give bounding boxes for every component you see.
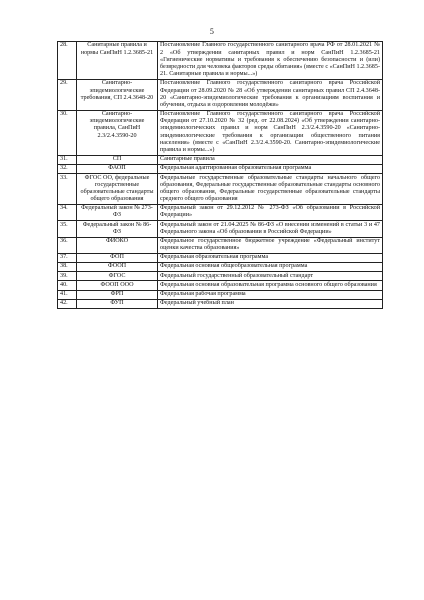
row-number: 39. <box>58 272 77 281</box>
table-row <box>58 164 383 173</box>
row-description: Федеральная основная образовательная программа основного общего образования <box>158 281 383 290</box>
table-row <box>58 237 383 253</box>
row-number: 37. <box>58 253 77 262</box>
table-row <box>58 110 383 155</box>
row-description: Федеральное государственное бюджетное учреждение «Федеральный институт оценки качества образования» <box>158 237 383 253</box>
table-row <box>58 42 383 80</box>
row-number: 31. <box>58 155 77 164</box>
table-row <box>58 281 383 290</box>
row-term: ФАОП <box>77 164 158 173</box>
table-row <box>58 155 383 164</box>
row-number: 41. <box>58 290 77 299</box>
row-term: ФООП ООО <box>77 281 158 290</box>
row-description: Федеральная основная общеобразовательная программа <box>158 263 383 272</box>
row-description: Федеральная адаптированная образовательная программа <box>158 164 383 173</box>
row-term: ФООП <box>77 263 158 272</box>
table-row <box>58 290 383 299</box>
row-number: 35. <box>58 221 77 237</box>
row-term: Санитарно-эпидемиологические правила, СанПиН 2.3/2.4.3590-20 <box>77 110 158 155</box>
table-row <box>58 263 383 272</box>
row-description: Федеральный закон от 21.04.2025 № 86-ФЗ «О внесении изменений в статьи 3 и 47 Федерального закона «Об образовании в Российской Федерации» <box>158 221 383 237</box>
row-description: Федеральный учебный план <box>158 299 383 308</box>
row-number: 32. <box>58 164 77 173</box>
abbreviations-table <box>57 41 383 309</box>
row-description: Федеральные государственные образовательные стандарты начального общего образования, Федеральные государственные образовательные стандарты основного общего образования, Федеральные государственные образовательные стандарты среднего общего образования <box>158 174 383 205</box>
row-number: 29. <box>58 79 77 110</box>
row-number: 33. <box>58 174 77 205</box>
row-number: 40. <box>58 281 77 290</box>
table-row <box>58 204 383 220</box>
row-term: ФУП <box>77 299 158 308</box>
row-number: 34. <box>58 204 77 220</box>
row-term: ФГОС ОО, федеральные государственные образовательные стандарты общего образования <box>77 174 158 205</box>
row-number: 28. <box>58 42 77 80</box>
row-description: Санитарные правила <box>158 155 383 164</box>
table-row <box>58 221 383 237</box>
row-term: ФИОКО <box>77 237 158 253</box>
row-term: Санитарно-эпидемиологические требования, СП 2.4.3648-20 <box>77 79 158 110</box>
row-number: 36. <box>58 237 77 253</box>
row-number: 30. <box>58 110 77 155</box>
row-term: ФОП <box>77 253 158 262</box>
table-row <box>58 174 383 205</box>
row-term: Санитарные правила и нормы СанПиН 1.2.3685-21 <box>77 42 158 80</box>
row-number: 42. <box>58 299 77 308</box>
row-term: СП <box>77 155 158 164</box>
table-row <box>58 79 383 110</box>
row-term: ФГОС <box>77 272 158 281</box>
row-description: Федеральный государственный образовательный стандарт <box>158 272 383 281</box>
page-number: 5 <box>209 27 215 36</box>
row-description: Федеральный закон от 29.12.2012 № 273-ФЗ «Об образовании в Российской Федерации» <box>158 204 383 220</box>
row-description: Постановление Главного государственного санитарного врача РФ от 28.01.2021 № 2 «Об утверждении санитарных правил и норм СанПиН 1.2.3685-21 «Гигиенические нормативы и требования к обеспечению безопасности и (или) безвредности для человека факторов среды обитания» (вместе с «СанПиН 1.2.3685-21. Санитарные правила и нормы...») <box>158 42 383 80</box>
row-description: Постановление Главного государственного санитарного врача Российской Федерации от 28.09.2020 № 28 «Об утверждении санитарных правил СП 2.4.3648-20 «Санитарно-эпидемиологические требования к организациям воспитания и обучения, отдыха и оздоровления молодёжи» <box>158 79 383 110</box>
row-term: Федеральный закон № 273-ФЗ <box>77 204 158 220</box>
row-description: Постановление Главного государственного санитарного врача Российской Федерации от 27.10.2020 № 32 (ред. от 22.08.2024) «Об утверждении санитарно-эпидемиологических правил и норм СанПиН 2.3/2.4.3590-20 «Санитарно-эпидемиологические требования к организации общественного питания населения» (вместе с «СанПиН 2.3/2.4.3590-20. Санитарно-эпидемиологические правила и нормы...») <box>158 110 383 155</box>
row-description: Федеральная образовательная программа <box>158 253 383 262</box>
table-row <box>58 299 383 308</box>
row-term: ФРП <box>77 290 158 299</box>
row-number: 38. <box>58 263 77 272</box>
row-description: Федеральная рабочая программа <box>158 290 383 299</box>
row-term: Федеральный закон № 86-ФЗ <box>77 221 158 237</box>
table-row <box>58 253 383 262</box>
table-row <box>58 272 383 281</box>
